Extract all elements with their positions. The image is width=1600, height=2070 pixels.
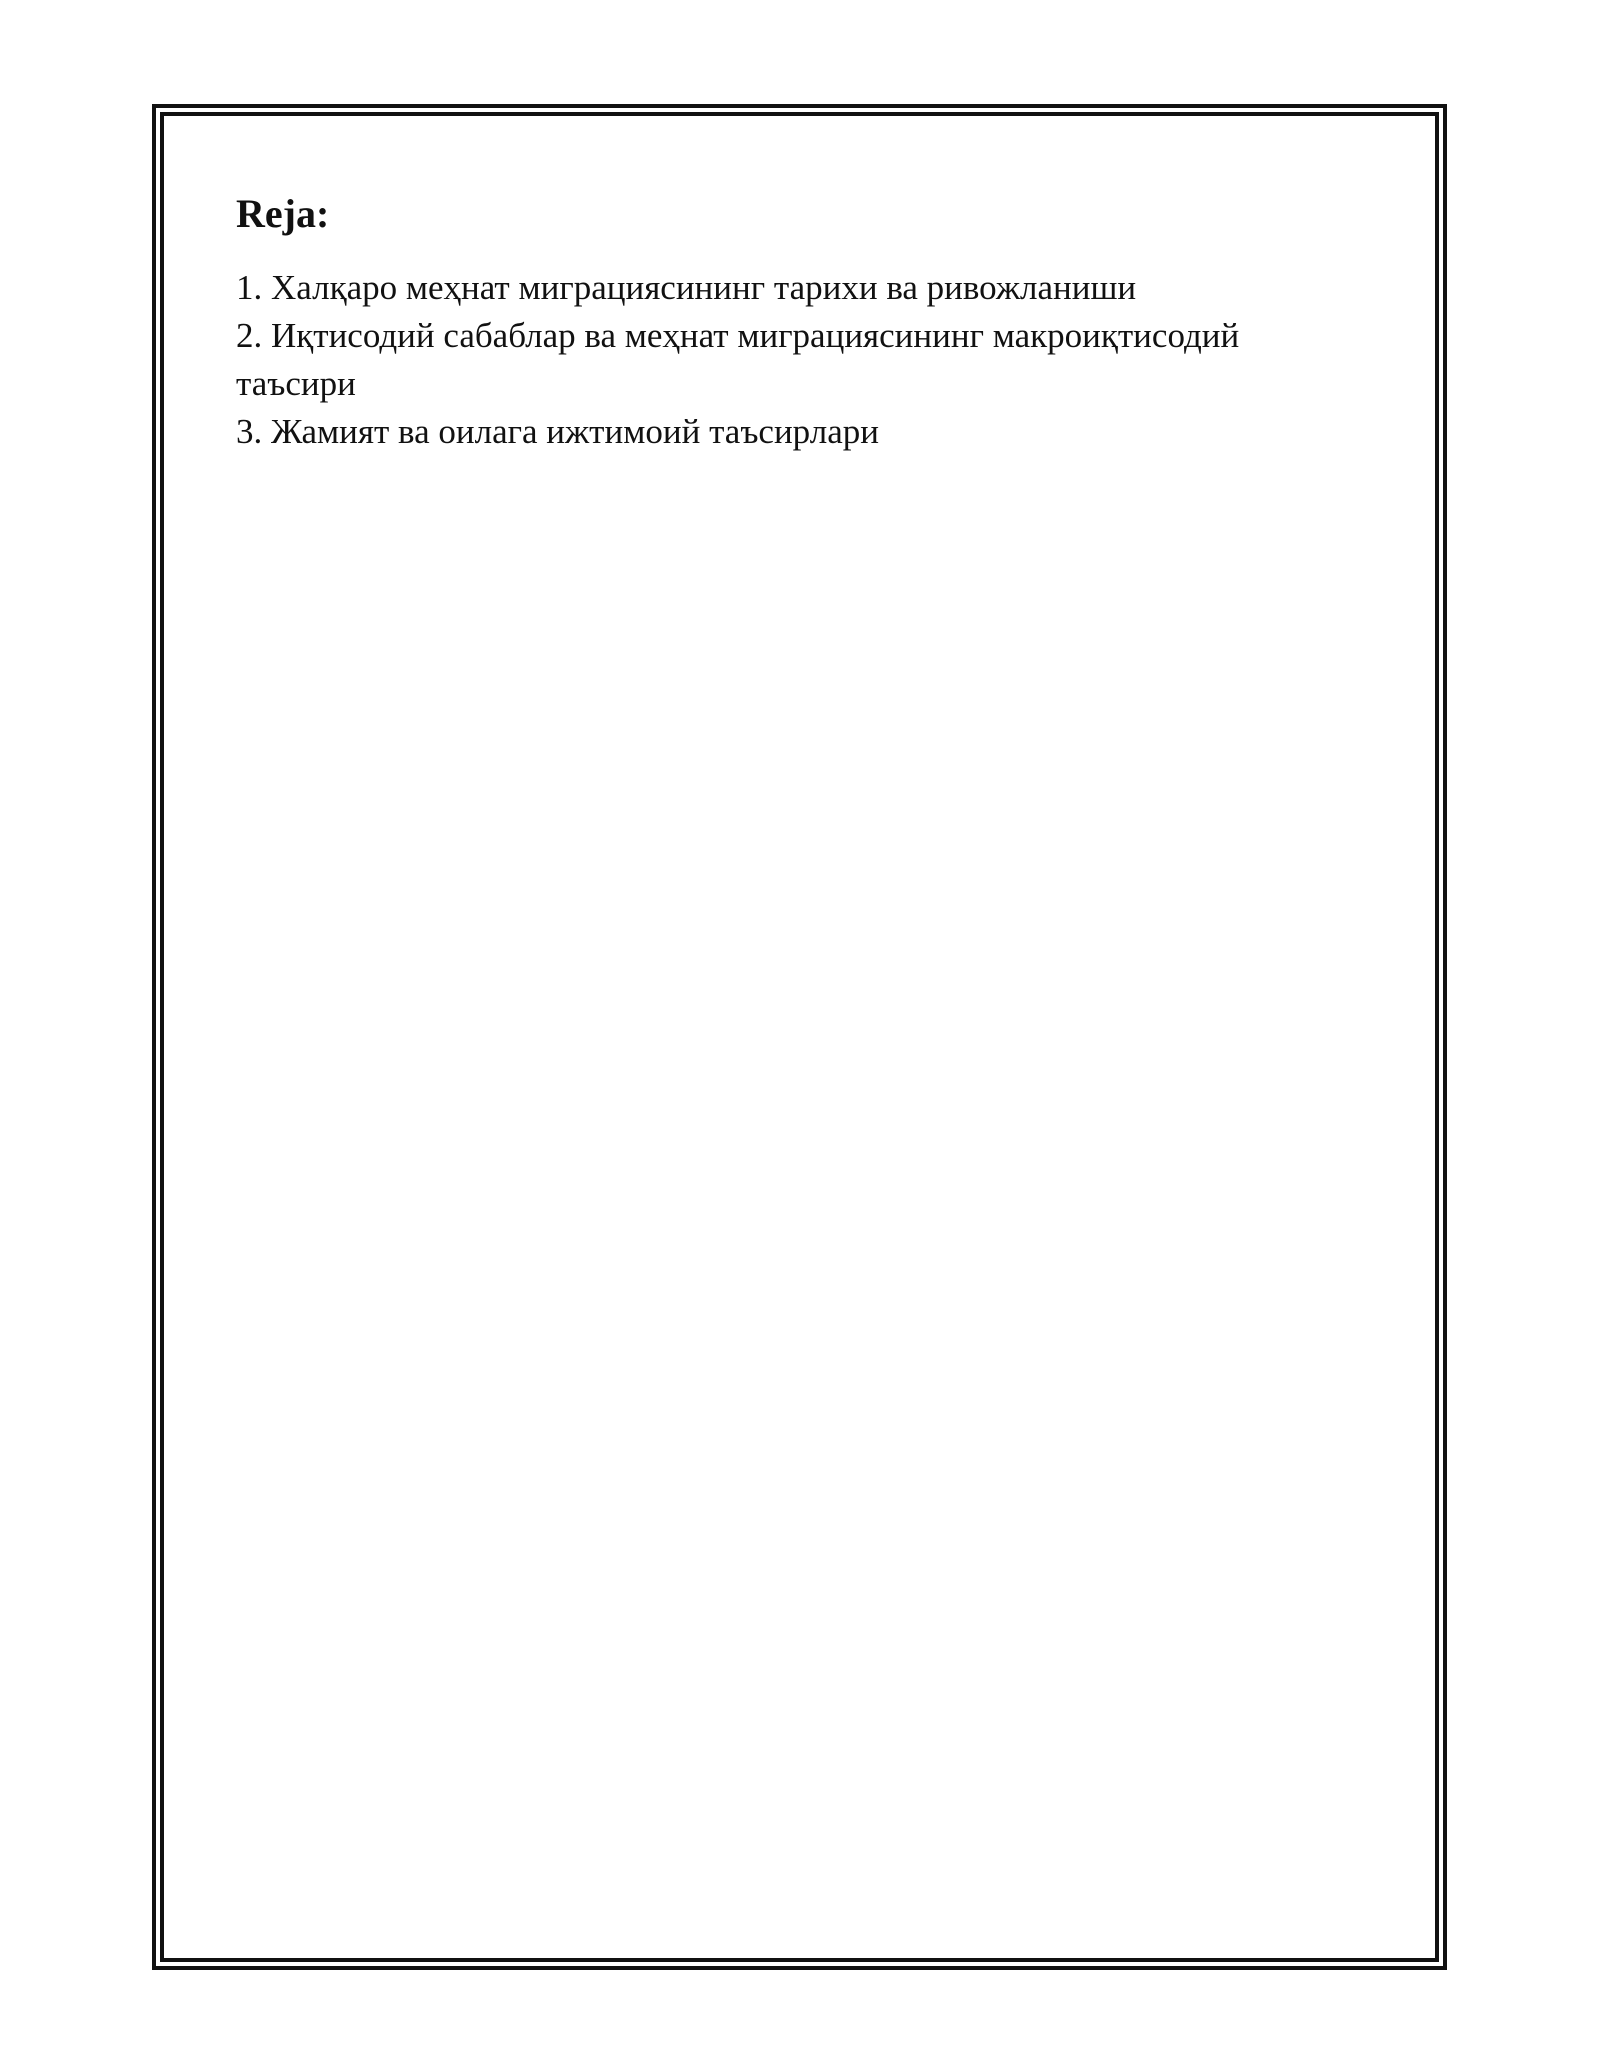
plan-item-1: 1. Халқаро меҳнат миграциясининг тарихи ва ривожланиши [236, 268, 1137, 307]
page-content [236, 186, 1366, 456]
plan-heading: Reja: [236, 191, 330, 236]
plan-item-2: 2. Иқтисодий сабаблар ва меҳнат миграциясининг макроиқтисодий таъсири [236, 316, 1240, 403]
plan-item-3: 3. Жамият ва оилага ижтимоий таъсирлари [236, 412, 879, 451]
plan-list [236, 264, 1366, 456]
